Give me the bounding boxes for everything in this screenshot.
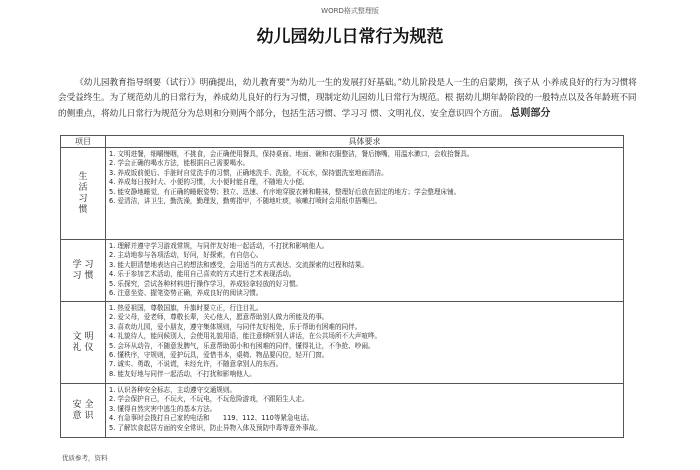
category-char: 礼 bbox=[72, 342, 82, 353]
list-item: 3. 喜欢幼儿园，爱小朋友，遵守集体规则，与同伴友好相处，乐于帮助有困难的同伴。 bbox=[109, 322, 362, 331]
list-item: 6. 懂秩序，守规则，爱护玩具，爱惜书本，桌椅、物品要闪位，轻开门窗。 bbox=[109, 351, 329, 360]
category-char: 识 bbox=[84, 410, 94, 421]
list-item: 3. 能大胆清楚地表达自己的想法和感受，会用适当的方式表达、交流探索的过程和结果。 bbox=[109, 260, 368, 269]
requirements-cell bbox=[106, 384, 624, 438]
rules-table bbox=[60, 135, 624, 438]
table-row bbox=[61, 148, 624, 240]
category-char: 习 bbox=[84, 259, 94, 270]
table-header-row bbox=[61, 136, 624, 148]
list-item: 4. 有急事时会拨打自己家的电话和 119、112、110等紧急电话。 bbox=[109, 414, 314, 423]
requirements-cell bbox=[106, 302, 624, 384]
intro-subheading: 总则部分 bbox=[510, 108, 551, 119]
category-char: 全 bbox=[84, 399, 94, 410]
category-char: 习 bbox=[72, 270, 82, 281]
list-item: 5. 了解饮食起居方面的安全常识，防止异物入体及预防中毒等意外事故。 bbox=[109, 423, 322, 432]
intro-text: 《幼儿园教育指导纲要（试行）》明确提出，幼儿教育要“为幼儿一生的发展打好基础。”幼儿阶段是人一生的启蒙期，孩子从 小养成良好的行为习惯将会受益终生。为了规范幼儿的日常行为，养成幼儿良好的行为习惯，现制定幼儿园幼儿日常行为规范。根 据幼儿期年龄阶段的一般特点以及各年龄班不同的侧重点，将幼儿日常行为规范分为总则和分则两个部分，包括生活习惯、学习习 惯、文明礼仪、安全意识四个方面。 bbox=[58, 78, 637, 119]
table-row bbox=[61, 240, 624, 302]
header-requirements: 具体要求 bbox=[106, 136, 624, 148]
list-item: 3. 养成饭前便后、手脏时自觉洗手的习惯，正确地洗手、洗脸，不玩水，保持盥洗室地面清洁。 bbox=[109, 168, 388, 177]
list-item: 2. 学会保护自己，不玩火，不玩电，不玩危险游戏，不跟陌生人走。 bbox=[109, 395, 309, 404]
list-item: 1. 热爱祖国，尊敬国旗，升旗时要立正，行注目礼。 bbox=[109, 304, 263, 312]
category-cell bbox=[61, 240, 106, 302]
list-item: 8. 能友好地与同伴一起活动，不打扰和影响他人。 bbox=[109, 369, 256, 378]
list-item: 6. 爱清洁，讲卫生，勤洗澡，勤理发，勤剪指甲，不随地吐痰，咳嗽打喷时会用纸巾捂嘴巴。 bbox=[109, 197, 382, 206]
requirements-cell bbox=[106, 148, 624, 240]
list-item: 1. 理解并遵守学习游戏常规，与同伴友好地一起活动，不打扰和影响他人。 bbox=[109, 242, 329, 250]
page-title: 幼儿园幼儿日常行为规范 bbox=[256, 27, 444, 47]
intro-paragraph bbox=[58, 76, 644, 122]
category-char: 活 bbox=[78, 182, 88, 193]
category-char: 意 bbox=[72, 410, 82, 421]
table-row bbox=[61, 384, 624, 438]
list-item: 5. 乐探究，尝试各种材料进行操作学习，养成轻拿轻放的好习惯。 bbox=[109, 279, 303, 288]
category-char: 生 bbox=[78, 171, 88, 182]
requirements-cell bbox=[106, 240, 624, 302]
category-char: 学 bbox=[72, 259, 82, 270]
category-cell bbox=[61, 148, 106, 240]
list-item: 7. 诚实、勇敢，不说谎，未经允许，不随意拿别人的东西。 bbox=[109, 360, 283, 369]
table-row bbox=[61, 302, 624, 384]
footer-note: 优质参考，资料 bbox=[62, 454, 108, 462]
list-item: 2. 爱父母，爱老师，尊敬长辈，关心他人，愿意帮助别人做力所能及的事。 bbox=[109, 313, 329, 322]
list-item: 3. 懂得自然灾害中逃生的基本方法。 bbox=[109, 404, 217, 413]
list-item: 1. 文明进餐，细嚼慢咽，不挑食，会正确使用餐具，保持桌面、地面、碗和衣服整洁，餐后擦嘴，用温水漱口，会收拾餐具。 bbox=[109, 150, 474, 158]
category-char: 明 bbox=[84, 331, 94, 342]
header-tag: WORD格式整理版 bbox=[321, 7, 379, 15]
list-item: 4. 养成每日按时大、小便的习惯，大小便时能自理，不随地大小便。 bbox=[109, 178, 309, 187]
category-char: 安 bbox=[72, 399, 82, 410]
list-item: 2. 学会正确的喝水方法，能根据自己需要喝水。 bbox=[109, 159, 250, 168]
category-cell bbox=[61, 384, 106, 438]
category-char: 惯 bbox=[78, 204, 88, 215]
list-item: 1. 认识各种安全标志，主动遵守交通规则。 bbox=[109, 386, 237, 394]
list-item: 5. 能安静地睡觉，有正确的睡眠姿势；独立、迅速、有序地穿脱衣裤和鞋袜，整理好后放在固定的地方；学会整理床铺。 bbox=[109, 187, 461, 196]
category-char: 惯 bbox=[84, 270, 94, 281]
list-item: 4. 礼貌待人，能问候别人，会使用礼貌用语，能注意倾听别人讲话，在公共场所不大声喧哗。 bbox=[109, 332, 382, 341]
category-char: 习 bbox=[78, 193, 88, 204]
list-item: 2. 主动地参与各项活动，好问，好探索，有自信心。 bbox=[109, 251, 263, 260]
list-item: 4. 乐于参加艺术活动，能用自己喜欢的方式进行艺术表现活动。 bbox=[109, 270, 296, 279]
category-char: 仪 bbox=[84, 342, 94, 353]
header-item: 项目 bbox=[61, 136, 106, 148]
category-char: 文 bbox=[72, 331, 82, 342]
list-item: 5. 会环从动告，不随意发脾气，乐意帮助弱小和有困难的同伴，懂得礼让，不争抢、吵闹。 bbox=[109, 341, 375, 350]
list-item: 6. 注意坐姿、握笔姿势正确，养成良好的阅读习惯。 bbox=[109, 289, 263, 298]
category-cell bbox=[61, 302, 106, 384]
